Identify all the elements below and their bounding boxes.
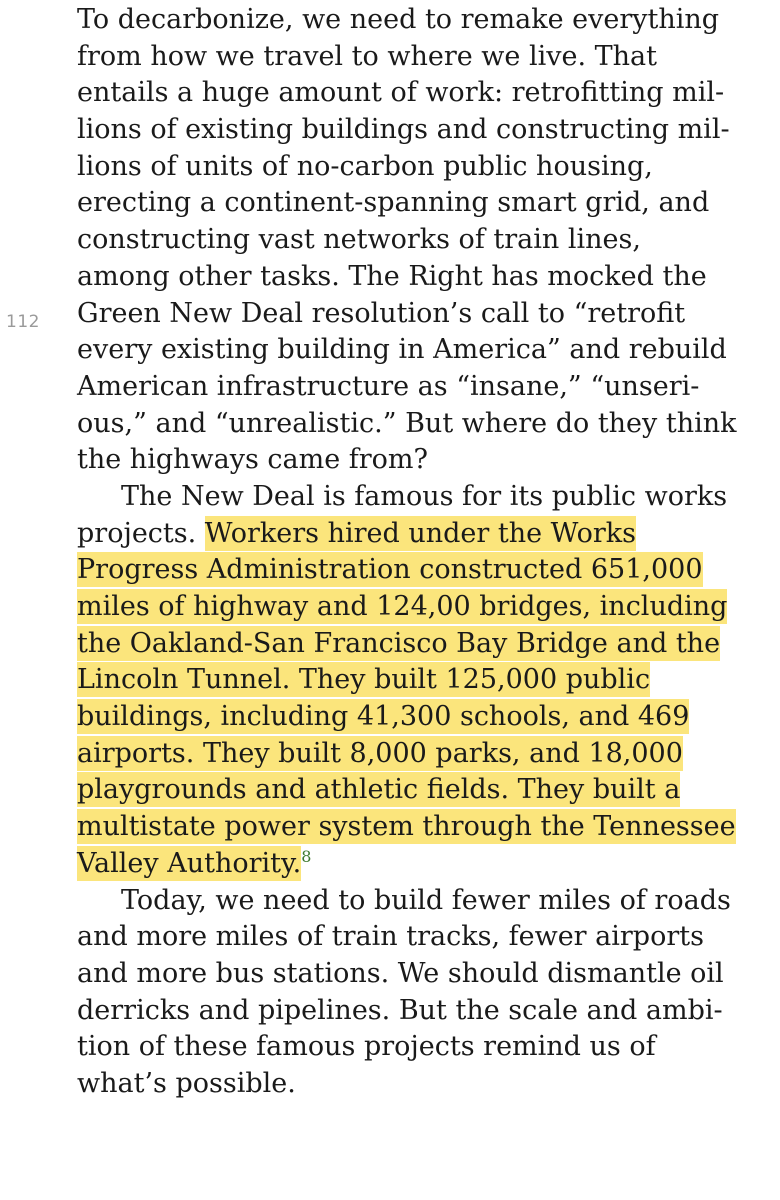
text-line xyxy=(77,2,767,39)
text-line xyxy=(77,516,767,553)
text-line xyxy=(77,479,767,516)
line-text: lions of units of no-carbon public housing, xyxy=(77,150,653,182)
text-line xyxy=(77,222,767,259)
highlighted-text[interactable]: miles of highway and 124,00 bridges, including xyxy=(77,591,728,622)
text-line xyxy=(77,883,767,920)
highlighted-text[interactable]: buildings, including 41,300 schools, and 469 xyxy=(77,701,690,733)
line-text: Today, we need to build fewer miles of roads xyxy=(121,884,731,916)
text-line xyxy=(77,406,767,443)
footnote-link[interactable]: 8 xyxy=(301,846,312,866)
text-line xyxy=(77,149,767,186)
highlighted-text[interactable]: Valley Authority. xyxy=(77,847,302,879)
text-line xyxy=(77,332,767,369)
line-text: constructing vast networks of train lines, xyxy=(77,224,641,256)
highlighted-text[interactable]: airports. They built 8,000 parks, and 18,000 xyxy=(77,737,683,769)
body-text xyxy=(77,2,767,1103)
paragraph-1 xyxy=(77,2,767,479)
text-line xyxy=(77,442,767,479)
text-line xyxy=(77,1066,767,1103)
text-line xyxy=(77,809,767,846)
line-text: Green New Deal resolution’s call to “retrofit xyxy=(77,297,686,329)
line-text: entails a huge amount of work: retrofitting mil- xyxy=(77,77,725,109)
line-text: and more miles of train tracks, fewer airports xyxy=(77,921,704,953)
text-line xyxy=(77,552,767,589)
line-text: To decarbonize, we need to remake everything xyxy=(77,4,720,35)
text-line xyxy=(77,772,767,809)
line-text: what’s possible. xyxy=(77,1067,296,1099)
line-text: from how we travel to where we live. That xyxy=(77,40,657,72)
text-line xyxy=(77,369,767,406)
line-text: erecting a continent-spanning smart grid, and xyxy=(77,187,710,219)
highlighted-text[interactable]: Progress Administration constructed 651,000 xyxy=(77,554,703,586)
highlighted-text[interactable]: Workers hired under the Works xyxy=(204,517,636,549)
text-line xyxy=(77,956,767,993)
line-text: lions of existing buildings and constructing mil- xyxy=(77,114,730,146)
page-number: 112 xyxy=(6,312,40,332)
line-text: among other tasks. The Right has mocked the xyxy=(77,260,707,292)
paragraph-2 xyxy=(77,479,767,883)
text-line xyxy=(77,919,767,956)
line-text: The New Deal is famous for its public works xyxy=(121,480,728,512)
highlighted-text[interactable]: playgrounds and athletic fields. They built a xyxy=(77,774,681,806)
line-text: and more bus stations. We should dismantle oil xyxy=(77,957,724,989)
line-text: ous,” and “unrealistic.” But where do they think xyxy=(77,407,737,439)
text-line xyxy=(77,1029,767,1066)
line-text: derricks and pipelines. But the scale and ambi- xyxy=(77,994,723,1026)
text-line xyxy=(77,39,767,76)
highlighted-text[interactable]: Lincoln Tunnel. They built 125,000 public xyxy=(77,664,651,696)
text-line xyxy=(77,626,767,663)
text-line xyxy=(77,185,767,222)
text-line xyxy=(77,736,767,773)
line-text: projects. xyxy=(77,517,205,549)
text-line xyxy=(77,699,767,736)
text-line xyxy=(77,259,767,296)
highlighted-text[interactable]: the Oakland-San Francisco Bay Bridge and the xyxy=(77,627,721,659)
text-line xyxy=(77,112,767,149)
text-line xyxy=(77,296,767,333)
line-text: American infrastructure as “insane,” “unseri- xyxy=(77,370,700,402)
line-text: every existing building in America” and rebuild xyxy=(77,334,727,366)
text-line xyxy=(77,75,767,112)
text-line xyxy=(77,993,767,1030)
line-text: tion of these famous projects remind us of xyxy=(77,1031,656,1063)
text-line xyxy=(77,846,767,883)
text-line xyxy=(77,662,767,699)
line-text: the highways came from? xyxy=(77,444,429,476)
highlighted-text[interactable]: multistate power system through the Tennessee xyxy=(77,811,736,843)
text-line xyxy=(77,589,767,626)
paragraph-3 xyxy=(77,883,767,1103)
